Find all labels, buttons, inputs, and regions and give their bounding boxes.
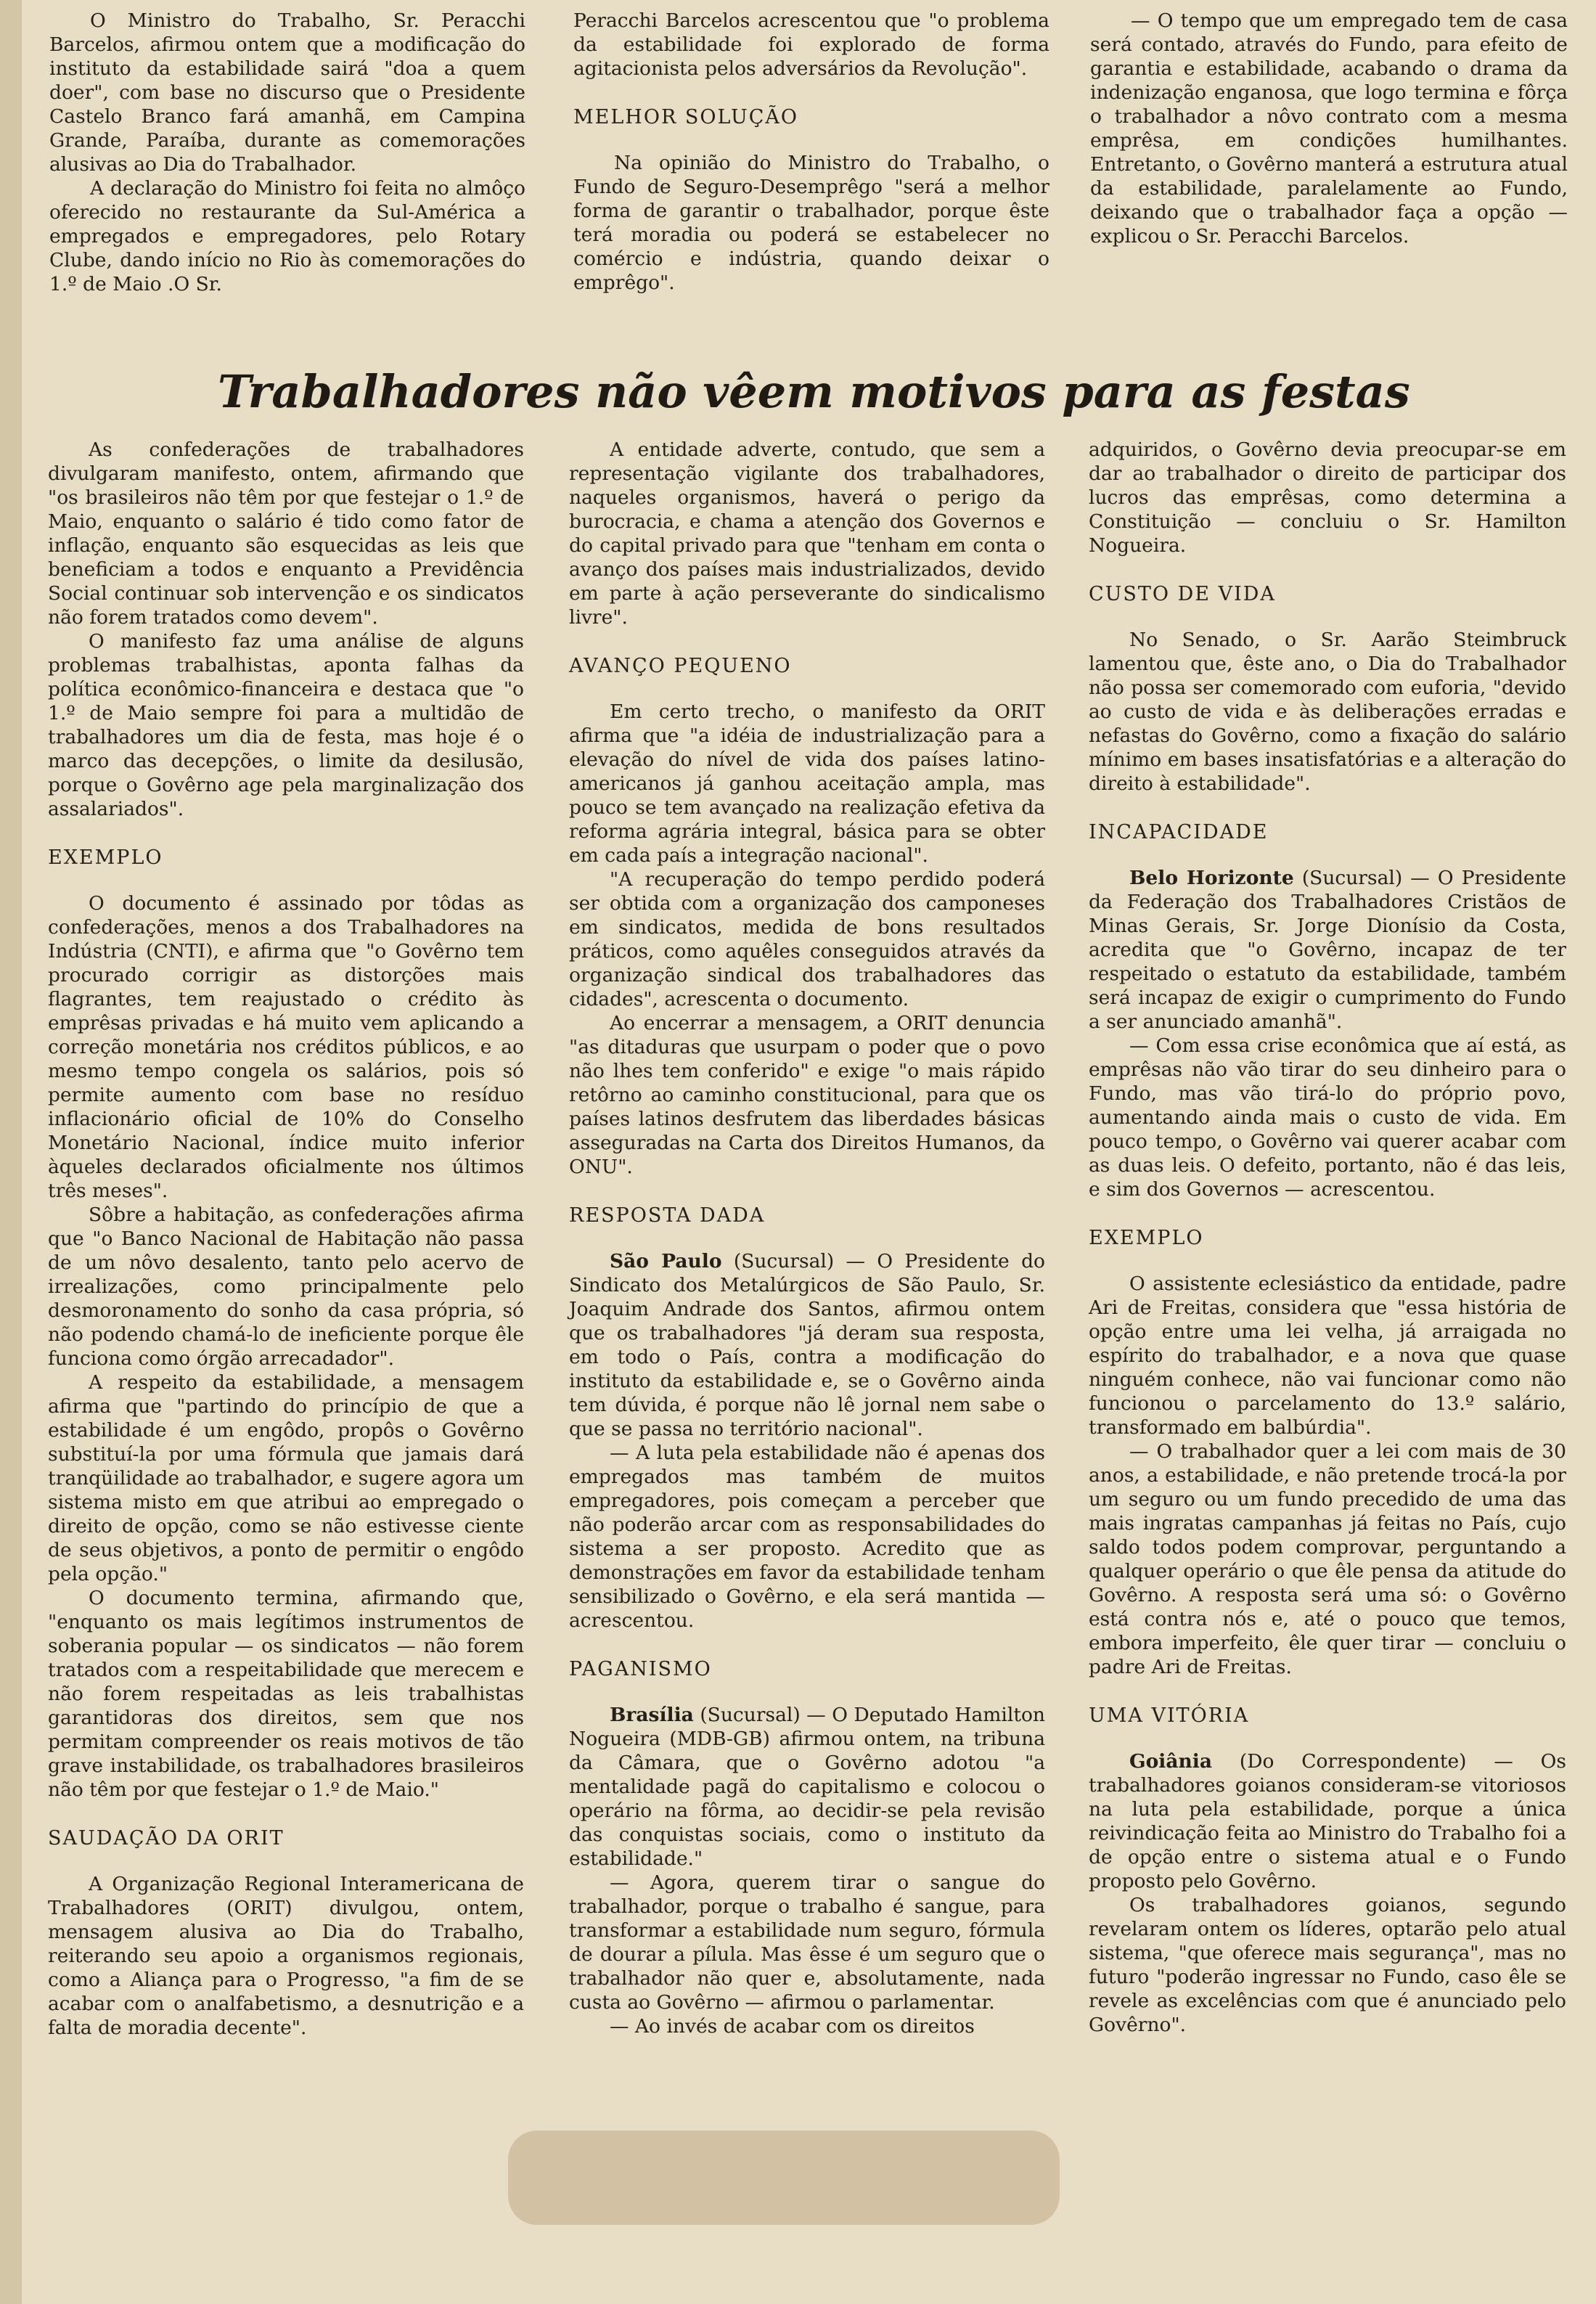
paper-stain xyxy=(508,2131,1060,2225)
top-paragraph: O Ministro do Trabalho, Sr. Peracchi Barcelos, afirmou ontem que a modificação do instituto da estabilidade sairá "doa a quem doer", com base no discurso que o Presidente Castelo Branco fará amanhã, em Campina Grande, Paraíba, durante as comemorações alusivas ao Dia do Trabalhador. xyxy=(49,9,525,176)
paragraph-text: (Sucursal) — O Presidente da Federação dos Trabalhadores Cristãos de Minas Gerais, Sr. Jorge Dionísio da Costa, acredita que "o Govêrno, incapaz de ter respeitado o estatuto da estabilidade, também será incapaz de exigir o cumprimento do Fundo a ser anunciado amanhã". xyxy=(1089,867,1566,1033)
paragraph: Sôbre a habitação, as confederações afirma que "o Banco Nacional de Habitação não passa de um nôvo desalento, tanto pelo acervo de irrealizações, como principalmente pelo desmoronamento do sonho da casa própria, só não podendo chamá-lo de ineficiente porque êle funciona como órgão arrecadador". xyxy=(48,1204,524,1370)
subheading: PAGANISMO xyxy=(569,1658,712,1680)
top-paragraph: Peracchi Barcelos acrescentou que "o problema da estabilidade foi explorado de forma agitacionista pelos adversários da Revolução". xyxy=(573,9,1049,80)
dateline-place: Brasília xyxy=(610,1704,694,1726)
paragraph: No Senado, o Sr. Aarão Steimbruck lamentou que, êste ano, o Dia do Trabalhador não possa ser comemorado com euforia, "devido ao custo de vida e às deliberações erradas e nefastas do Govêrno, como a fixação do salário mínimo em bases insatisfatórias e a alteração do direito à estabilidade". xyxy=(1089,629,1566,795)
paragraph: O assistente eclesiástico da entidade, padre Ari de Freitas, considera que "essa história de opção entre uma lei velha, já arraigada no espírito do trabalhador, e a nova que quase ninguém conhece, não vai funcionar como não funcionou o parcelamento do 13.º salário, transformado em balbúrdia". xyxy=(1089,1272,1566,1439)
subheading: MELHOR SOLUÇÃO xyxy=(573,106,799,128)
top-paragraph: Na opinião do Ministro do Trabalho, o Fundo de Seguro-Desemprêgo "será a melhor forma de garantir o trabalhador, porque êste terá moradia ou poderá se estabelecer no comércio e indústria, quando deixar o emprêgo". xyxy=(573,152,1049,294)
subheading: INCAPACIDADE xyxy=(1089,821,1269,843)
subheading: CUSTO DE VIDA xyxy=(1089,583,1276,605)
paragraph-text: (Sucursal) — O Presidente do Sindicato dos Metalúrgicos de São Paulo, Sr. Joaquim Andrade dos Santos, afirmou ontem que os trabalhadores "já deram sua resposta, em todo o País, contra a modificação do instituto da estabilidade e, se o Govêrno ainda tem dúvida, é porque não lê jornal nem sabe o que se passa no território nacional". xyxy=(569,1250,1045,1440)
top-story-column-3 xyxy=(1090,9,1568,248)
paragraph: Em certo trecho, o manifesto da ORIT afirma que "a idéia de industrialização para a elevação do nível de vida dos países latino-americanos já ganhou aceitação ampla, mas pouco se tem avançado na realização efetiva da reforma agrária integral, básica para se obter em cada país a integração nacional". xyxy=(569,700,1045,867)
dateline-place: Belo Horizonte xyxy=(1129,867,1294,889)
top-paragraph: A declaração do Ministro foi feita no almôço oferecido no restaurante da Sul-América a empregados e empregadores, pelo Rotary Clube, dando início no Rio às comemorações do 1.º de Maio .O Sr. xyxy=(49,177,525,295)
dateline-place: Goiânia xyxy=(1129,1750,1213,1773)
paragraph: Os trabalhadores goianos, segundo revelaram ontem os líderes, optarão pelo atual sistema, "que oferece mais segurança", mas no futuro "poderão ingressar no Fundo, caso êle se revele as excelências com que é anunciado pelo Govêrno". xyxy=(1089,1894,1566,2036)
top-story-column-2 xyxy=(573,9,1049,295)
subheading: EXEMPLO xyxy=(1089,1227,1204,1249)
paragraph: — A luta pela estabilidade não é apenas dos empregados mas também de muitos empregadores, pois começam a perceber que não poderão arcar com as responsabilidades do sistema a ser proposto. Acredito que as demonstrações em favor da estabilidade tenham sensibilizado o Govêrno, e ela será mantida — acrescentou. xyxy=(569,1442,1045,1632)
paragraph: O documento é assinado por tôdas as confederações, menos a dos Trabalhadores na Indústria (CNTI), e afirma que "o Govêrno tem procurado corrigir as distorções mais flagrantes, tem reajustado o crédito às emprêsas privadas e há muito vem aplicando a correção monetária nos créditos públicos, e ao mesmo tempo congela os salários, pois só permite aumento com base no resíduo inflacionário oficial de 10% do Conselho Monetário Nacional, índice muito inferior àqueles declarados oficialmente nos últimos três meses". xyxy=(48,892,524,1202)
top-paragraph: — O tempo que um empregado tem de casa será contado, através do Fundo, para efeito de garantia e estabilidade, acabando o drama da indenização enganosa, que logo termina e fôrça o trabalhador a nôvo contrato com a mesma emprêsa, em condições humilhantes. Entretanto, o Govêrno manterá a estrutura atual da estabilidade, paralelamente ao Fundo, deixando que o trabalhador faça a opção — explicou o Sr. Peracchi Barcelos. xyxy=(1090,9,1568,248)
main-column-1 xyxy=(48,438,524,2040)
paragraph: "A recuperação do tempo perdido poderá ser obtida com a organização dos camponeses em sindicatos, medida de bons resultados práticos, como aquêles conseguidos através da organização sindical dos trabalhadores das cidades", acrescenta o documento. xyxy=(569,868,1045,1010)
torn-left-edge xyxy=(0,0,22,2304)
subheading: EXEMPLO xyxy=(48,846,163,869)
subheading: AVANÇO PEQUENO xyxy=(569,655,792,677)
dateline-place: São Paulo xyxy=(610,1250,722,1272)
subheading: UMA VITÓRIA xyxy=(1089,1704,1250,1727)
main-column-2 xyxy=(569,438,1045,2038)
subheading: RESPOSTA DADA xyxy=(569,1204,766,1227)
paragraph: As confederações de trabalhadores divulgaram manifesto, ontem, afirmando que "os brasileiros não têm por que festejar o 1.º de Maio, enquanto o salário é tido como fator de inflação, enquanto são esquecidas as leis que beneficiam a todos e enquanto a Previdência Social continuar sob intervenção e os sindicatos não forem tratados como devem". xyxy=(48,438,524,629)
paragraph-text: (Do Correspondente) — Os trabalhadores goianos consideram-se vitoriosos na luta pela estabilidade, porque a única reivindicação feita ao Ministro do Trabalho foi a de opção entre o sistema atual e o Fundo proposto pelo Govêrno. xyxy=(1089,1750,1566,1892)
paragraph: O manifesto faz uma análise de alguns problemas trabalhistas, aponta falhas da política econômico-financeira e destaca que "o 1.º de Maio sempre foi para a multidão de trabalhadores um dia de festa, mas hoje é o marco das decepções, o limite da desilusão, porque o Govêrno age pela marginalização dos assalariados". xyxy=(48,630,524,820)
paragraph: A Organização Regional Interamericana de Trabalhadores (ORIT) divulgou, ontem, mensagem alusiva ao Dia do Trabalho, reiterando seu apoio a organismos regionais, como a Aliança para o Progresso, "a fim de se acabar com o analfabetismo, a desnutrição e a falta de moradia decente". xyxy=(48,1873,524,2039)
paragraph xyxy=(569,1703,1045,1871)
headline: Trabalhadores não vêem motivos para as festas xyxy=(218,365,1410,418)
paragraph: A entidade adverte, contudo, que sem a representação vigilante dos trabalhadores, naqueles organismos, haverá o perigo da burocracia, e chama a atenção dos Governos e do capital privado para que "tenham em conta o avanço dos países mais industrializados, devido em parte à ação perseverante do sindicalismo livre". xyxy=(569,438,1045,629)
top-story-column-1 xyxy=(49,9,525,296)
paragraph: — O trabalhador quer a lei com mais de 30 anos, a estabilidade, e não pretende trocá-la por um seguro ou um fundo precedido de uma das mais ingratas campanhas já feitas no País, cujo saldo todos podem comprovar, perguntando a qualquer operário o que êle pensa da atitude do Govêrno. A resposta será uma só: o Govêrno está contra nós e, até o pouco que temos, embora imperfeito, êle quer tirar — concluiu o padre Ari de Freitas. xyxy=(1089,1440,1566,1678)
paragraph: — Agora, querem tirar o sangue do trabalhador, porque o trabalho é sangue, para transformar a estabilidade num seguro, fórmula de dourar a pílula. Mas êsse é um seguro que o trabalhador não quer e, absolutamente, nada custa ao Govêrno — afirmou o parlamentar. xyxy=(569,1871,1045,2014)
paragraph: O documento termina, afirmando que, "enquanto os mais legítimos instrumentos de soberania popular — os sindicatos — não forem tratados com a respeitabilidade que merecem e não forem respeitadas as leis trabalhistas garantidoras dos direitos, sem que nos permitam compreender os reais motivos de tão grave instabilidade, os trabalhadores brasileiros não têm por que festejar o 1.º de Maio." xyxy=(48,1587,524,1801)
main-column-3 xyxy=(1089,438,1566,2037)
paragraph: — Com essa crise econômica que aí está, as emprêsas não vão tirar do seu dinheiro para o Fundo, mas vão tirá-lo do próprio povo, aumentando ainda mais o custo de vida. Em pouco tempo, o Govêrno vai querer acabar com as duas leis. O defeito, portanto, não é das leis, e sim dos Governos — acrescentou. xyxy=(1089,1034,1566,1201)
paragraph: A respeito da estabilidade, a mensagem afirma que "partindo do princípio de que a estabilidade é um engôdo, propôs o Govêrno substituí-la por uma fórmula que jamais dará tranqüilidade ao trabalhador, e sugere agora um sistema misto em que atribui ao empregado o direito de opção, como se não estivesse ciente de seus objetivos, a ponto de permitir o engôdo pela opção." xyxy=(48,1371,524,1585)
subheading: SAUDAÇÃO DA ORIT xyxy=(48,1827,285,1850)
paragraph: — Ao invés de acabar com os direitos xyxy=(610,2015,975,2038)
paragraph-text: (Sucursal) — O Deputado Hamilton Nogueira (MDB-GB) afirmou ontem, na tribuna da Câmara, que o Govêrno adotou "a mentalidade pagã do capitalismo e colocou o operário na fôrma, ao decidir-se pela revisão das conquistas sociais, como o instituto da estabilidade." xyxy=(569,1704,1045,1870)
paragraph xyxy=(569,1249,1045,1441)
paragraph xyxy=(1089,1749,1566,1893)
paragraph xyxy=(1089,866,1566,1034)
paragraph: Ao encerrar a mensagem, a ORIT denuncia "as ditaduras que usurpam o poder que o povo não lhes tem conferido" e exige "o mais rápido retôrno ao caminho constitucional, para que os países latinos desfrutem das liberdades básicas asseguradas na Carta dos Direitos Humanos, da ONU". xyxy=(569,1012,1045,1178)
paragraph: adquiridos, o Govêrno devia preocupar-se em dar ao trabalhador o direito de participar dos lucros das emprêsas, como determina a Constituição — concluiu o Sr. Hamilton Nogueira. xyxy=(1089,438,1566,557)
